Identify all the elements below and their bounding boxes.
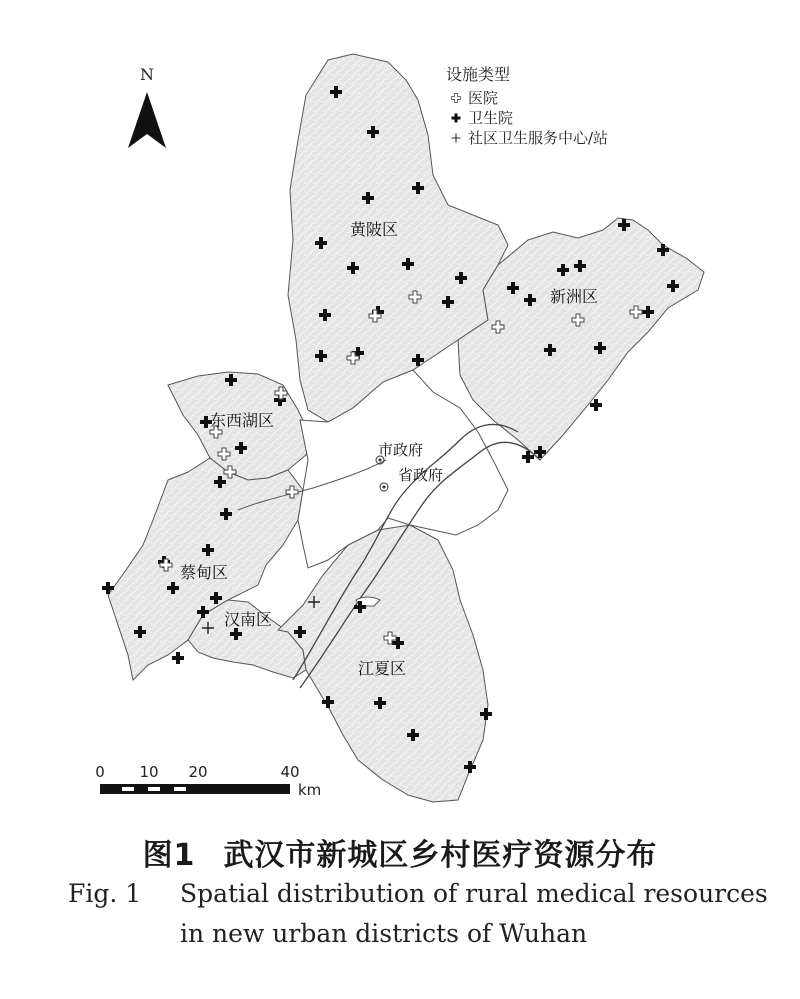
caption-en-title-line1: Spatial distribution of rural medical resources	[180, 879, 768, 908]
caption-english	[68, 874, 768, 954]
district-label-caidian: 蔡甸区	[180, 563, 229, 582]
scale-tick-40: 40	[280, 763, 300, 781]
caption-en-number: Fig. 1	[68, 879, 142, 908]
caption-chinese	[0, 830, 800, 874]
scale-tick-20: 20	[188, 763, 208, 781]
district-label-xinzhou: 新洲区	[550, 287, 599, 306]
legend-hospital-label: 医院	[468, 89, 499, 107]
caption-cn-number: 图1	[142, 838, 196, 873]
scale-unit: km	[298, 781, 322, 799]
landmark-label-city-government: 市政府	[378, 441, 424, 459]
caption-cn-title: 武汉市新城区乡村医疗资源分布	[223, 838, 658, 873]
legend-health-center-label: 卫生院	[468, 109, 514, 127]
map-canvas	[88, 40, 728, 810]
map-figure	[88, 40, 728, 810]
district-label-jiangxia: 江夏区	[358, 659, 407, 678]
district-label-dongxihu: 东西湖区	[210, 411, 275, 430]
legend-title: 设施类型	[446, 65, 511, 84]
legend-community-station-label: 社区卫生服务中心/站	[468, 129, 609, 147]
district-label-hannan: 汉南区	[224, 610, 273, 629]
legend	[440, 62, 710, 152]
scale-tick-10: 10	[139, 763, 159, 781]
landmark-label-province-government: 省政府	[398, 466, 444, 484]
north-label: N	[140, 65, 154, 84]
district-label-huangpi: 黄陂区	[350, 220, 399, 239]
scale-tick-0: 0	[95, 763, 105, 781]
caption-en-title-line2: in new urban districts of Wuhan	[180, 919, 588, 948]
